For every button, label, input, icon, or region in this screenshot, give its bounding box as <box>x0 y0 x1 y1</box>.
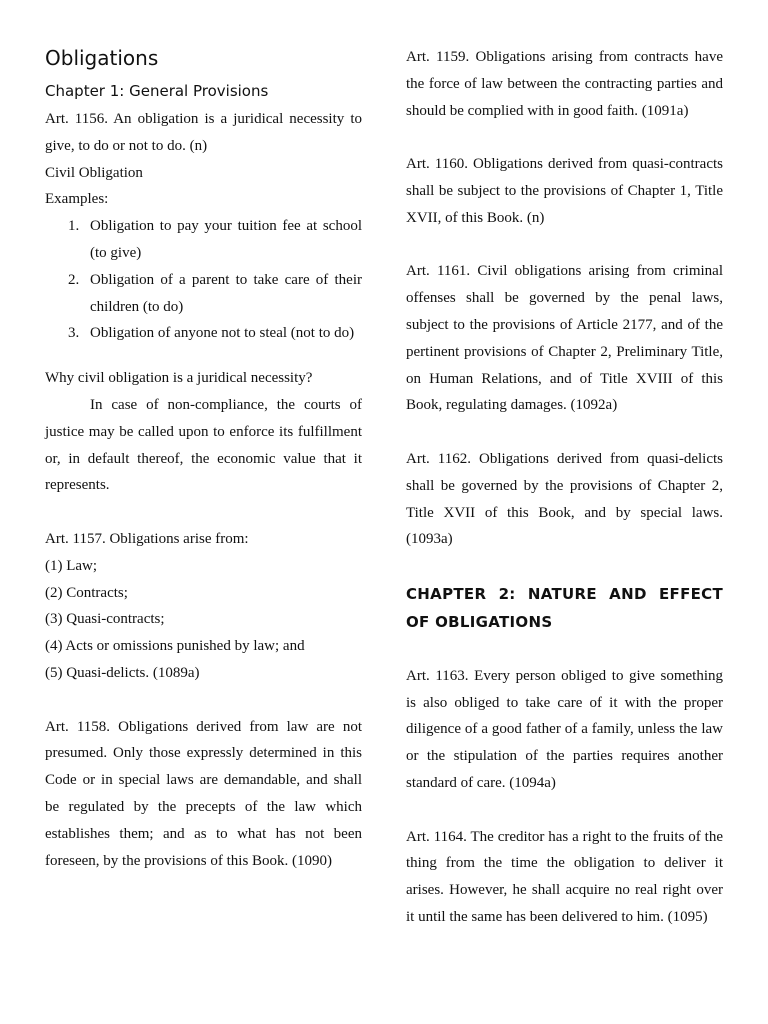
list-number: 2. <box>68 271 80 288</box>
examples-list <box>45 213 362 347</box>
list-item-text: Obligation of a parent to take care of their children (to do) <box>90 271 362 315</box>
why-question: Why civil obligation is a juridical necessity? <box>45 370 313 387</box>
list-number: 3. <box>68 325 80 342</box>
article-1164: Art. 1164. The creditor has a right to the fruits of the thing from the time the obligation to deliver it arises. However, he shall acquire no real right over it until the same has been delivered to him. (1095) <box>406 828 723 925</box>
chapter-1-heading: Chapter 1: General Provisions <box>45 82 269 100</box>
list-item <box>45 320 362 347</box>
source-item: (1) Law; <box>45 557 98 574</box>
source-item: (2) Contracts; <box>45 584 128 601</box>
list-number: 1. <box>68 218 80 235</box>
article-1157: Art. 1157. Obligations arise from: <box>45 530 249 547</box>
document-title: Obligations <box>45 46 159 70</box>
article-1162: Art. 1162. Obligations derived from quasi-delicts shall be governed by the provisions of Chapter 2, Title XVII of this Book, and by special laws. (1093a) <box>406 450 723 548</box>
list-item <box>45 267 362 321</box>
source-item: (4) Acts or omissions punished by law; and <box>45 638 305 655</box>
right-column <box>406 44 723 931</box>
article-1156: Art. 1156. An obligation is a juridical necessity to give, to do or not to do. (n) <box>45 111 362 154</box>
article-1160: Art. 1160. Obligations derived from quasi-contracts shall be subject to the provisions of Chapter 1, Title XVII, of this Book. (n) <box>406 156 723 226</box>
why-answer: In case of non-compliance, the courts of justice may be called upon to enforce its fulfillment or, in default thereof, the economic value that it represents. <box>45 396 362 494</box>
list-item-text: Obligation of anyone not to steal (not to do) <box>90 325 355 342</box>
article-1159: Art. 1159. Obligations arising from contracts have the force of law between the contracting parties and should be complied with in good faith. (1091a) <box>406 49 723 119</box>
examples-label: Examples: <box>45 191 109 208</box>
article-1161: Art. 1161. Civil obligations arising from criminal offenses shall be governed by the penal laws, subject to the provisions of Article 2177, and of the pertinent provisions of Chapter 2, Preliminary Title, on Human Relations, and of Title XVIII of this Book, regulating damages. (1092a) <box>406 263 723 414</box>
document-page <box>45 44 723 931</box>
list-item <box>45 213 362 267</box>
left-column <box>45 44 362 931</box>
article-1163: Art. 1163. Every person obliged to give something is also obliged to take care of it with the proper diligence of a good father of a family, unless the law or the stipulation of the parties requires another standard of care. (1094a) <box>406 667 723 791</box>
article-1158: Art. 1158. Obligations derived from law are not presumed. Only those expressly determined in this Code or in special laws are demandable, and shall be regulated by the precepts of the law which establishes them; and as to what has not been foreseen, by the provisions of this Book. (1090) <box>45 718 362 869</box>
chapter-2-heading: CHAPTER 2: NATURE AND EFFECT OF OBLIGATIONS <box>406 584 723 631</box>
civil-obligation-label: Civil Obligation <box>45 164 143 181</box>
source-item: (3) Quasi-contracts; <box>45 611 165 628</box>
source-item: (5) Quasi-delicts. (1089a) <box>45 664 200 681</box>
list-item-text: Obligation to pay your tuition fee at school (to give) <box>90 218 362 261</box>
